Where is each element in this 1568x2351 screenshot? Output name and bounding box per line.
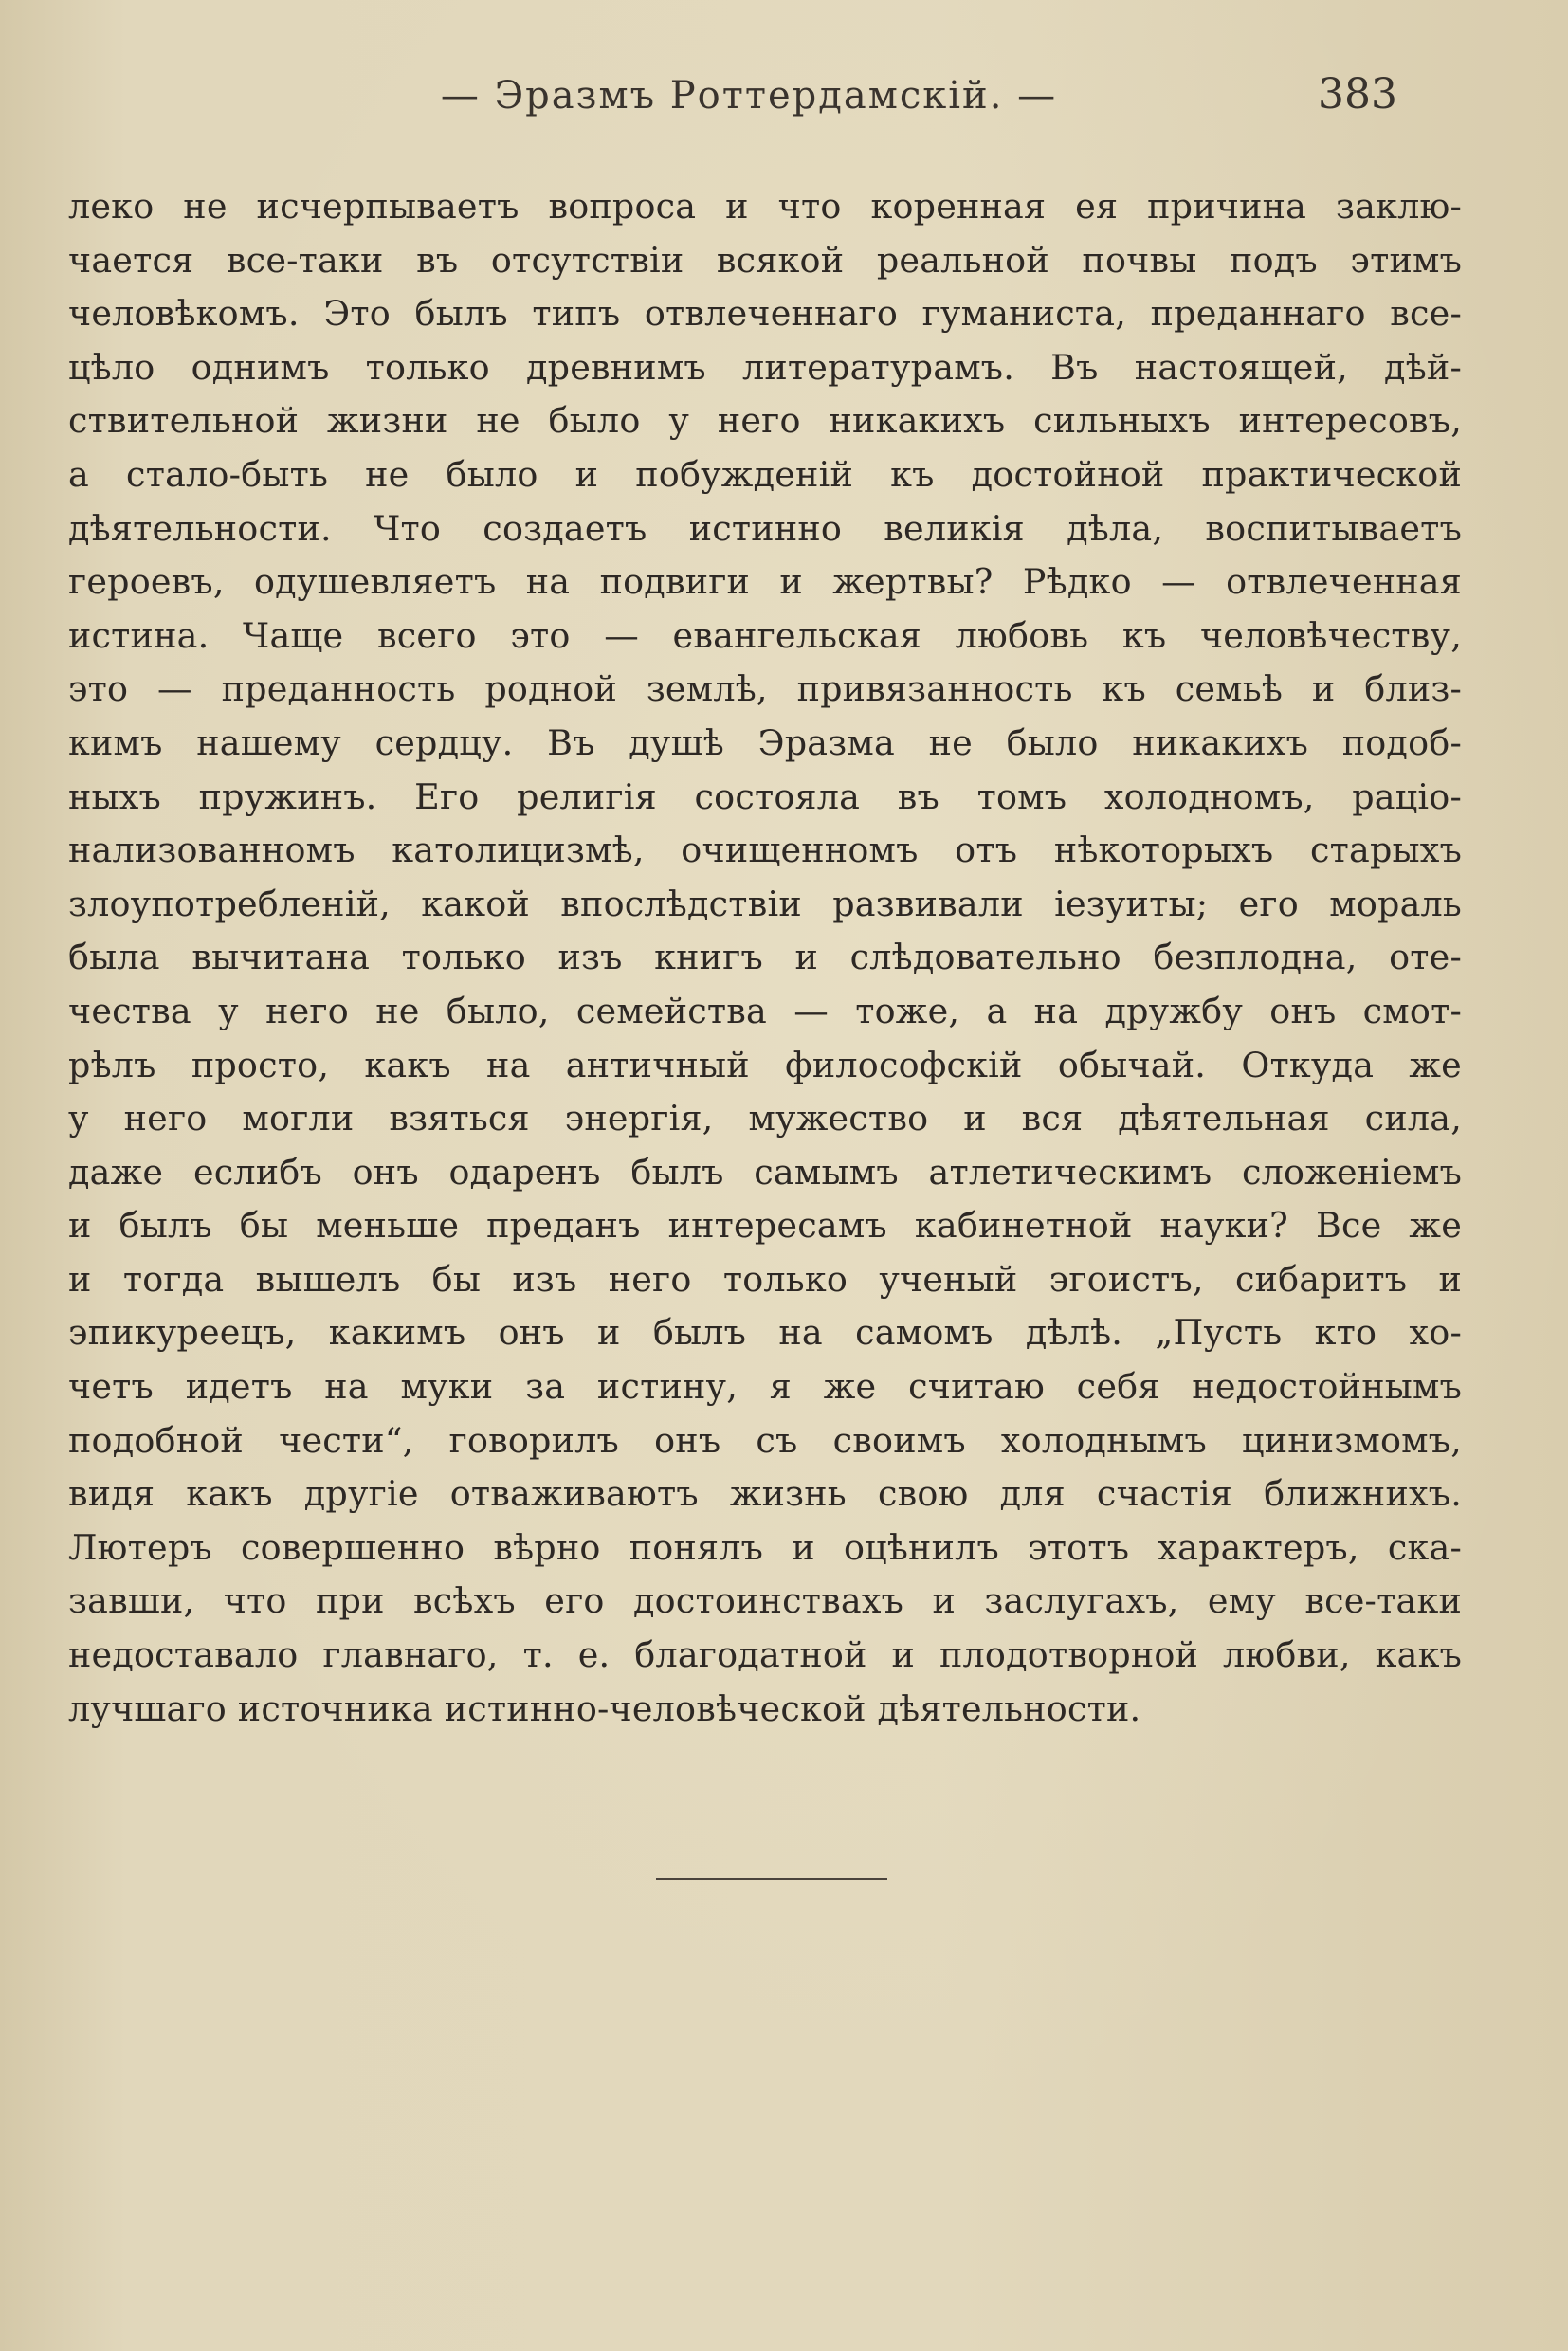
text-line: была вычитана только изъ книгъ и слѣдовательно безплодна, оте- bbox=[68, 937, 1462, 978]
text-line: завши, что при всѣхъ его достоинствахъ и заслугахъ, ему все-таки bbox=[68, 1580, 1462, 1622]
text-line: дѣятельности. Что создаетъ истинно великія дѣла, воспитываетъ bbox=[68, 507, 1462, 549]
text-line: чается все-таки въ отсутствіи всякой реальной почвы подъ этимъ bbox=[68, 239, 1462, 281]
text-line: подобной чести“, говорилъ онъ съ своимъ холоднымъ цинизмомъ, bbox=[68, 1419, 1462, 1461]
text-line: кимъ нашему сердцу. Въ душѣ Эразма не было никакихъ подоб- bbox=[68, 721, 1462, 763]
text-line: ныхъ пружинъ. Его религія состояла въ томъ холодномъ, раціо- bbox=[68, 775, 1462, 817]
text-line: эпикуреецъ, какимъ онъ и былъ на самомъ дѣлѣ. „Пусть кто хо- bbox=[68, 1312, 1462, 1354]
text-line: цѣло однимъ только древнимъ литературамъ. Въ настоящей, дѣй- bbox=[68, 346, 1462, 388]
running-head bbox=[0, 70, 1568, 131]
text-line-last: лучшаго источника истинно-человѣческой дѣятельности. bbox=[68, 1687, 1141, 1729]
text-line: героевъ, одушевляетъ на подвиги и жертвы? Рѣдко — отвлеченная bbox=[68, 561, 1462, 603]
text-line: четъ идетъ на муки за истину, я же считаю себя недостойнымъ bbox=[68, 1366, 1462, 1408]
end-divider-rule bbox=[656, 1878, 887, 1880]
text-line: рѣлъ просто, какъ на античный философскій обычай. Откуда же bbox=[68, 1044, 1462, 1085]
text-line: злоупотребленій, какой впослѣдствіи развивали іезуиты; его мораль bbox=[68, 883, 1462, 924]
text-line: нализованномъ католицизмѣ, очищенномъ отъ нѣкоторыхъ старыхъ bbox=[68, 829, 1462, 871]
text-line: Лютеръ совершенно вѣрно понялъ и оцѣнилъ этотъ характеръ, ска- bbox=[68, 1526, 1462, 1568]
text-line: ствительной жизни не было у него никакихъ сильныхъ интересовъ, bbox=[68, 400, 1462, 442]
text-line: видя какъ другіе отваживаютъ жизнь свою для счастія ближнихъ. bbox=[68, 1473, 1462, 1515]
running-title: — Эразмъ Роттердамскій. — bbox=[440, 74, 1058, 118]
text-line: даже еслибъ онъ одаренъ былъ самымъ атлетическимъ сложеніемъ bbox=[68, 1151, 1462, 1193]
text-line: и тогда вышелъ бы изъ него только ученый эгоистъ, сибаритъ и bbox=[68, 1258, 1462, 1300]
body-text bbox=[68, 180, 1462, 1736]
text-line: истина. Чаще всего это — евангельская любовь къ человѣчеству, bbox=[68, 614, 1462, 656]
text-line: и былъ бы меньше преданъ интересамъ кабинетной науки? Все же bbox=[68, 1205, 1462, 1247]
page-number: 383 bbox=[1318, 70, 1397, 118]
text-line: недоставало главнаго, т. е. благодатной и плодотворной любви, какъ bbox=[68, 1634, 1462, 1676]
text-line: это — преданность родной землѣ, привязанность къ семьѣ и близ- bbox=[68, 668, 1462, 710]
text-line: а стало-быть не было и побужденій къ достойной практической bbox=[68, 453, 1462, 495]
text-line: у него могли взяться энергія, мужество и вся дѣятельная сила, bbox=[68, 1098, 1462, 1139]
text-line: чества у него не было, семейства — тоже, а на дружбу онъ смот- bbox=[68, 990, 1462, 1031]
text-line: человѣкомъ. Это былъ типъ отвлеченнаго гуманиста, преданнаго все- bbox=[68, 293, 1462, 335]
text-line: леко не исчерпываетъ вопроса и что коренная ея причина заклю- bbox=[68, 186, 1462, 227]
